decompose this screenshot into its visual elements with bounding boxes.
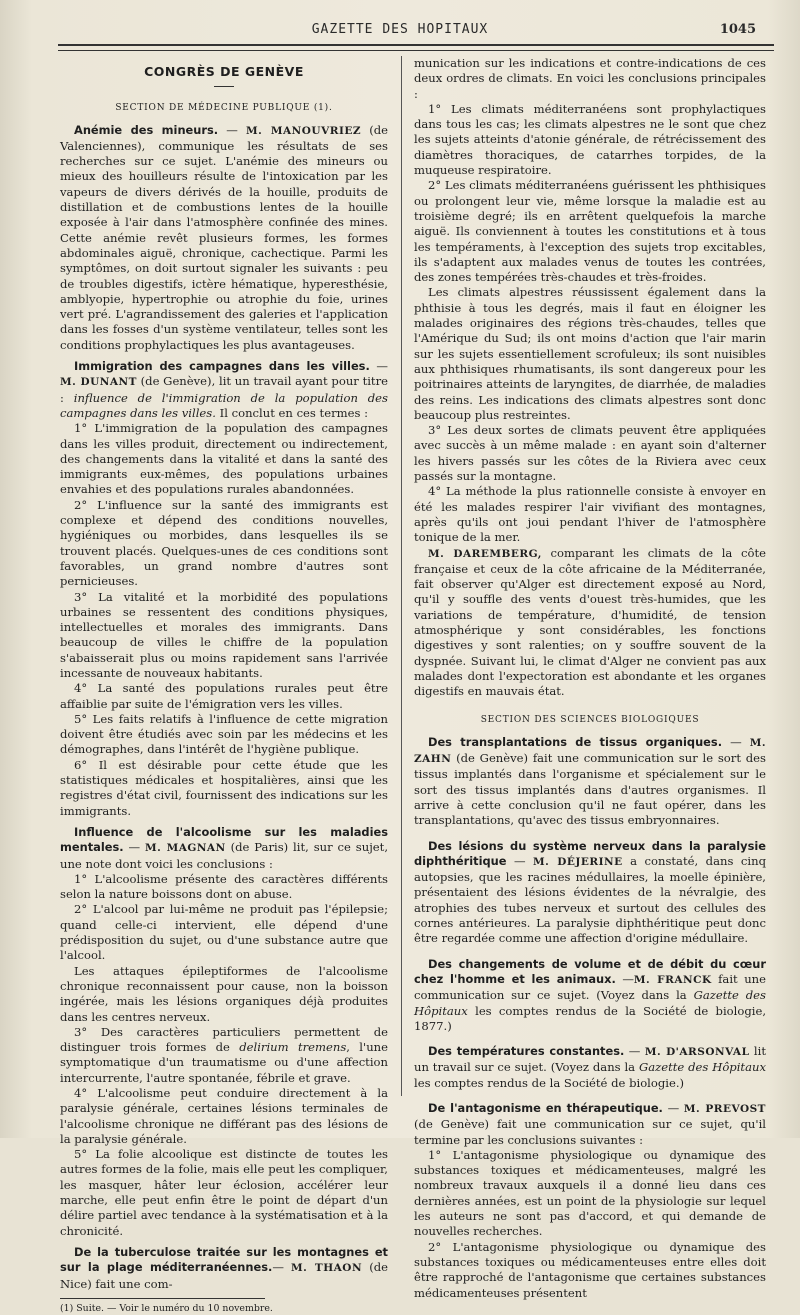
paragraph: 6° Il est désirable pour cette étude que les statistiques médicales et hospitalières, ainsi que les registres d'état civil, fournissent des indications sur les immigrants.: [60, 757, 388, 818]
paragraph: Les attaques épileptiformes de l'alcoolisme chronique reconnaissent pour cause, non la boisson ingérée, mais les lésions organiques déjà produites dans les centres nerveux.: [60, 963, 388, 1024]
article-antagonisme: De l'antagonisme en thérapeutique. — M. PREVOST (de Genève) fait une communication sur ce sujet, qu'il termine par les conclusions suivantes :: [414, 1101, 766, 1147]
author-name: M. ZAHN: [414, 736, 766, 766]
article-tuberculose: De la tuberculose traitée sur les montagnes et sur la plage méditerranéennes.— M. THAON (de Nice) fait une com-: [60, 1244, 389, 1291]
article-body: les comptes rendus de la Société de biologie, 1877.): [414, 1003, 767, 1033]
paragraph: Les climats alpestres réussissent également dans la phthisie à tous les degrés, mais il faut en éloigner les malades originaires des régions très-chaudes, telles que l'Amérique du Sud; ils ont moins d'action que l'air marin sur les sujets essentiellement scrofuleux; ils sont nuisibles aux phthisiques rhumatisants, ils sont dangereux pour les poitrinaires atteints de laryngites, de diarrhée, de maladies des reins. Les indications des climats alpestres sont donc beaucoup plus restreintes.: [414, 285, 766, 422]
article-body: lit un travail sur ce sujet. (Voyez dans la: [414, 1044, 766, 1075]
article-temperatures: Des températures constantes. — M. D'ARSONVAL lit un travail sur ce sujet. (Voyez dans la Gazette des Hôpitaux les comptes rendus de la Société de biologie.): [414, 1044, 766, 1090]
author-name: M. DUNANT: [60, 376, 137, 389]
article-title: Influence de l'alcoolisme sur les maladies mentales.: [60, 824, 388, 855]
page-number: 1045: [719, 22, 756, 37]
paragraph: 2° L'influence sur la santé des immigrants est complexe et dépend des conditions nouvelles, hygiéniques ou morbides, dans lesquelles ils se trouvent placés. Quelques-unes de ces conditions sont favorables, un grand nombre d'autres sont pernicieuses.: [60, 497, 388, 589]
article-body: (de Paris) lit, sur ce sujet, une note dont voici les conclusions :: [60, 840, 389, 871]
article-immigration: Immigration des campagnes dans les villes. — M. DUNANT (de Genève), lit un travail ayant pour titre : influence de l'immigration de la population des campagnes dans les villes. Il conclut en ces termes :: [60, 359, 389, 420]
title-dash: [214, 86, 234, 87]
paragraph: [60, 1025, 388, 1086]
article-italic: Gazette des Hôpitaux: [638, 1060, 766, 1075]
article-body: Il conclut en ces termes :: [219, 405, 369, 420]
paragraph: 2° L'antagonisme physiologique ou dynamique des substances toxiques ou médicamenteuses entre elles doit être rapproché de l'antagonisme que certaines substances médicamenteuses présentent: [414, 1239, 766, 1300]
paragraph: 4° La méthode la plus rationnelle consiste à envoyer en été les malades respirer l'air vivifiant des montagnes, après qu'ils ont joui pendant l'hiver de l'atmosphère tonique de la mer.: [414, 484, 766, 545]
paragraph: 4° La santé des populations rurales peut être affaiblie par suite de l'émigration vers les villes.: [60, 681, 388, 711]
article-body: les comptes rendus de la Société de biologie.): [414, 1075, 685, 1090]
article-transplantations: Des transplantations de tissus organiques. — M. ZAHN (de Genève) fait une communication sur le sort des tissus implantés dans l'organisme et spécialement sur le sort des tissus implantés dans d'autres organismes. Il arrive à cette conclusion qu'il ne faut opérer, dans les transplantations, qu'avec des tissus embryonnaires.: [414, 734, 766, 828]
article-title: Des lésions du système nerveux dans la paralysie diphthéritique: [414, 838, 766, 868]
author-name: M. MAGNAN: [144, 842, 226, 855]
left-column: [60, 56, 388, 1315]
footnote-rule: [60, 1298, 265, 1299]
article-lesions: Des lésions du système nerveux dans la paralysie diphthéritique — M. DÉJERINE a constaté, dans cinq autopsies, que les racines médullaires, la moelle épinière, présentaient des lésions évidentes de la névralgie, des atrophies des tubes nerveux et surtout des cellules des cornes antérieures. La paralysie diphthéritique peut donc être regardée comme une affection d'origine médullaire.: [414, 838, 766, 946]
subsection-heading: SECTION DE MÉDECINE PUBLIQUE (1).: [115, 103, 333, 114]
paragraph: 1° L'antagonisme physiologique ou dynamique des substances toxiques et médicamenteuses, malgré les nombreux travaux auxquels il a donné lieu dans ces dernières années, est un point de la physiologie sur lequel les auteurs ne sont pas d'accord, et qui demande de nouvelles recherches.: [414, 1147, 766, 1239]
paragraph: 3° Les deux sortes de climats peuvent être appliquées avec succès à un même malade : en ayant soin d'alterner les hivers passés sur les côtes de la Riviera avec ceux passés sur la montagne.: [414, 423, 766, 484]
article-anemie: Anémie des mineurs. — M. MANOUVRIEZ (de Valenciennes), communique les résultats de ses recherches sur ce sujet. L'anémie des mineurs ou mieux des houilleurs résulte de l'intoxication par les vapeurs de divers dérivés de la houille, produits de distillation et de combustions lentes de la houille exposée à l'air dans l'atmosphère confinée des mines. Cette anémie revêt plusieurs formes, les formes abdominales aiguë, chronique, cachectique. Parmi les symptômes, on doit surtout signaler les suivants : peu de troubles digestifs, ictère hématique, hyperesthésie, amblyopie, hypertrophie ou atrophie du foie, urines vert pré. L'agrandissement des galeries et l'application dans les fosses d'un système ventilateur, telles sont les conditions prophylactiques les plus avantageuses.: [60, 122, 389, 352]
article-changements: Des changements de volume et de débit du cœur chez l'homme et les animaux. —M. FRANCK fait une communication sur ce sujet. (Voyez dans la Gazette des Hôpitaux les comptes rendus de la Société de biologie, 1877.): [414, 956, 767, 1033]
paragraph: 5° La folie alcoolique est distincte de toutes les autres formes de la folie, mais elle peut les compliquer, les masquer, hâter leur éclosion, accélérer leur marche, elle peut enfin être le point de départ d'un délire partiel avec tendance à la systématisation et à la chronicité.: [60, 1147, 388, 1238]
author-name: M. DAREMBERG,: [428, 547, 542, 560]
paragraph: 1° L'alcoolisme présente des caractères différents selon la nature boissons dont on abuse.: [60, 871, 388, 902]
column-divider: [401, 56, 402, 1096]
running-header-title: GAZETTE DES HOPITAUX: [311, 22, 489, 37]
article-body: a constaté, dans cinq autopsies, que les racines médullaires, la moelle épinière, présentaient des lésions évidentes de la névralgie, des atrophies des tubes nerveux et surtout des cellules des cornes antérieures. La paralysie diphthéritique peut donc être regardée comme une affection d'origine médullaire.: [414, 853, 766, 946]
article-body: (de Nice) fait une com-: [60, 1260, 389, 1291]
paragraph: 2° Les climats méditerranéens guérissent les phthisiques ou prolongent leur vie, même lorsque la maladie est au troisième degré; ils en arrêtent quelquefois la marche aiguë. Ils conviennent à toutes les constitutions et à tous les tempéraments, à l'exception des sujets trop excitables, ils s'adaptent aux malades venus de toutes les contrées, des zones tempérées très-chaudes et très-froides.: [414, 178, 766, 285]
subsection-heading: SECTION DES SCIENCES BIOLOGIQUES: [480, 715, 700, 726]
header-rule-thin: [58, 50, 774, 51]
article-body: fait une communication sur ce sujet. (Voyez dans la: [414, 971, 766, 1003]
paragraph: 4° L'alcoolisme peut conduire directement à la paralysie générale, certaines lésions terminales de l'alcoolisme chronique ne différant pas des lésions de la paralysie générale.: [60, 1086, 388, 1146]
article-title: De l'antagonisme en thérapeutique.: [428, 1101, 663, 1115]
author-name: M. DÉJERINE: [533, 855, 623, 868]
paragraph-text: , l'une symptomatique d'un traumatisme ou d'une affection intercurrente, l'autre spontanée, fébrile et grave.: [60, 1040, 388, 1085]
article-body: (de Genève) fait une communication sur le sort des tissus implantés dans l'organisme et spécialement sur le sort des tissus implantés dans d'autres organismes. Il arrive à cette conclusion qu'il ne faut opérer, dans les transplantations, qu'avec des tissus embryonnaires.: [414, 751, 766, 828]
paragraph: [414, 546, 766, 700]
author-name: M. FRANCK: [633, 973, 712, 986]
author-name: M. PREVOST: [683, 1103, 766, 1115]
footnote: (1) Suite. — Voir le numéro du 10 novembre.: [60, 1302, 273, 1314]
paragraph: munication sur les indications et contre-indications de ces deux ordres de climats. En voici les conclusions principales :: [414, 56, 766, 101]
article-body: (de Genève), lit un travail ayant pour titre :: [60, 374, 388, 405]
paragraph: 1° Les climats méditerranéens sont prophylactiques dans tous les cas; les climats alpestres ne le sont que chez les sujets atteints d'atonie générale, de rétrécissement des diamètres thoraciques, de catarrhes torpides, de la muqueuse respiratoire.: [414, 101, 766, 178]
article-title: De la tuberculose traitée sur les montagnes et sur la plage méditerranéennes.: [60, 1244, 388, 1275]
author-name: M. MANOUVRIEZ: [246, 124, 362, 137]
paragraph-italic: delirium tremens: [239, 1040, 347, 1055]
paragraph: 1° L'immigration de la population des campagnes dans les villes produit, directement ou indirectement, des changements dans la vitalité et dans la santé des immigrants eux-mêmes, des populations urbaines envahies et des populations rurales abandonnées.: [60, 421, 388, 497]
section-title: CONGRÈS DE GENÈVE: [144, 64, 304, 79]
right-column: [414, 56, 766, 1301]
article-title: Anémie des mineurs.: [74, 122, 219, 137]
paragraph-text: comparant les climats de la côte française et ceux de la côte africaine de la Méditerranée, fait observer qu'Alger est directement exposé au Nord, qu'il y souffle des vents d'ouest très-humides, que les variations de température, d'humidité, de tension atmosphérique y sont considérables, les fonctions digestives y sont ralenties; on y souffre souvent de la dyspnée. Suivant lui, le climat d'Alger ne convient pas aux malades dont l'expectoration est abondante et les organes digestifs en mauvais état.: [414, 545, 766, 699]
article-title: Des températures constantes.: [428, 1044, 625, 1059]
paragraph: 5° Les faits relatifs à l'influence de cette migration doivent être étudiés avec soin par les médecins et les démographes, dans l'intérêt de l'hygiène publique.: [60, 711, 388, 757]
article-italic: influence de l'immigration de la population des campagnes dans les villes.: [60, 390, 388, 420]
article-body: (de Genève) fait une communication sur ce sujet, qu'il termine par les conclusions suivantes :: [414, 1117, 766, 1147]
author-name: M. THAON: [291, 1262, 363, 1275]
article-italic: Gazette des Hôpitaux: [414, 988, 766, 1018]
article-title: Des changements de volume et de débit du cœur chez l'homme et les animaux.: [414, 956, 766, 986]
paragraph: 2° L'alcool par lui-même ne produit pas l'épilepsie; quand celle-ci intervient, elle dépend d'une prédisposition du sujet, ou d'une substance autre que l'alcool.: [60, 902, 388, 963]
article-alcoolisme: Influence de l'alcoolisme sur les maladies mentales. — M. MAGNAN (de Paris) lit, sur ce sujet, une note dont voici les conclusions :: [60, 824, 389, 871]
article-body: (de Valenciennes), communique les résultats de ses recherches sur ce sujet. L'anémie des mineurs ou mieux des houilleurs résulte de l'intoxication par les vapeurs de divers dérivés de la houille, produits de distillation et de combustions lentes de la houille exposée à l'air dans l'atmosphère confinée des mines. Cette anémie revêt plusieurs formes, les formes abdominales aiguë, chronique, cachectique. Parmi les symptômes, on doit surtout signaler les suivants : peu de troubles digestifs, ictère hématique, hyperesthésie, amblyopie, hypertrophie ou atrophie du foie, urines vert pré. L'agrandissement des galeries et l'application dans les fosses d'un système ventilateur, telles sont les conditions prophylactiques les plus avantageuses.: [60, 122, 389, 352]
article-title: Immigration des campagnes dans les villes.: [74, 359, 370, 374]
paragraph: 3° La vitalité et la morbidité des populations urbaines se ressentent des conditions physiques, intellectuelles et morales des immigrants. Dans beaucoup de villes le chiffre de la population s'abaisserait plus ou moins rapidement sans l'arrivée incessante de nouveaux habitants.: [60, 589, 388, 680]
article-title: Des transplantations de tissus organiques.: [428, 734, 723, 749]
paragraph-text: 3° Des caractères particuliers permettent de distinguer trois formes de: [60, 1024, 388, 1055]
author-name: M. D'ARSONVAL: [644, 1046, 750, 1059]
header-rule-thick: [58, 44, 774, 46]
